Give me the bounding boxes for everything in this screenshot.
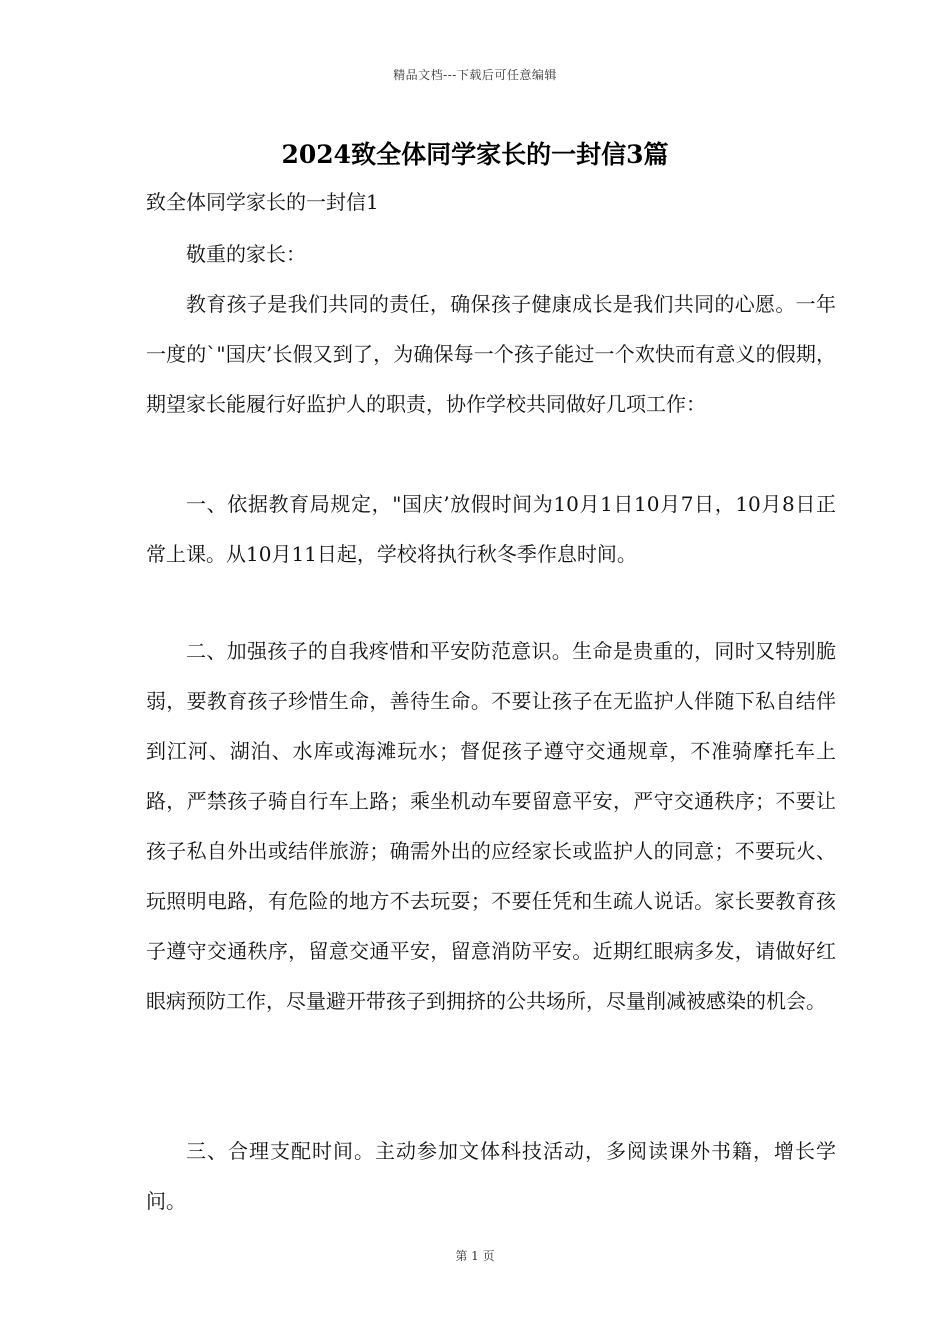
letter-greeting: 敬重的家长： (186, 242, 306, 266)
page-header: 精品文档---下载后可任意编辑 (393, 68, 557, 82)
paragraph-time-management: 三、合理支配时间。主动参加文体科技活动，多阅读课外书籍，增长学问。 (146, 1139, 836, 1213)
letter-subtitle: 致全体同学家长的一封信1 (146, 190, 379, 214)
document-title: 2024致全体同学家长的一封信3篇 (281, 140, 669, 169)
page-number: 第 1 页 (455, 1249, 495, 1263)
paragraph-holiday-schedule: 一、依据教育局规定，"国庆’放假时间为10月1日10月7日，10月8日正常上课。从10月11日起，学校将执行秋冬季作息时间。 (146, 492, 836, 566)
paragraph-safety: 二、加强孩子的自我疼惜和平安防范意识。生命是贵重的，同时又特别脆弱，要教育孩子珍惜生命，善待生命。不要让孩子在无监护人伴随下私自结伴到江河、湖泊、水库或海滩玩水；督促孩子遵守交通规章，不准骑摩托车上路，严禁孩子骑自行车上路；乘坐机动车要留意平安，严守交通秩序；不要让孩子私自外出或结伴旅游；确需外出的应经家长或监护人的同意；不要玩火、玩照明电路，有危险的地方不去玩耍；不要任凭和生疏人说话。家长要教育孩子遵守交通秩序，留意交通平安，留意消防平安。近期红眼病多发，请做好红眼病预防工作，尽量避开带孩子到拥挤的公共场所，尽量削减被感染的机会。 (146, 639, 836, 1013)
paragraph-intro: 教育孩子是我们共同的责任，确保孩子健康成长是我们共同的心愿。一年一度的`"国庆’长假又到了，为确保每一个孩子能过一个欢快而有意义的假期，期望家长能履行好监护人的职责，协作学校共同做好几项工作： (146, 292, 836, 416)
